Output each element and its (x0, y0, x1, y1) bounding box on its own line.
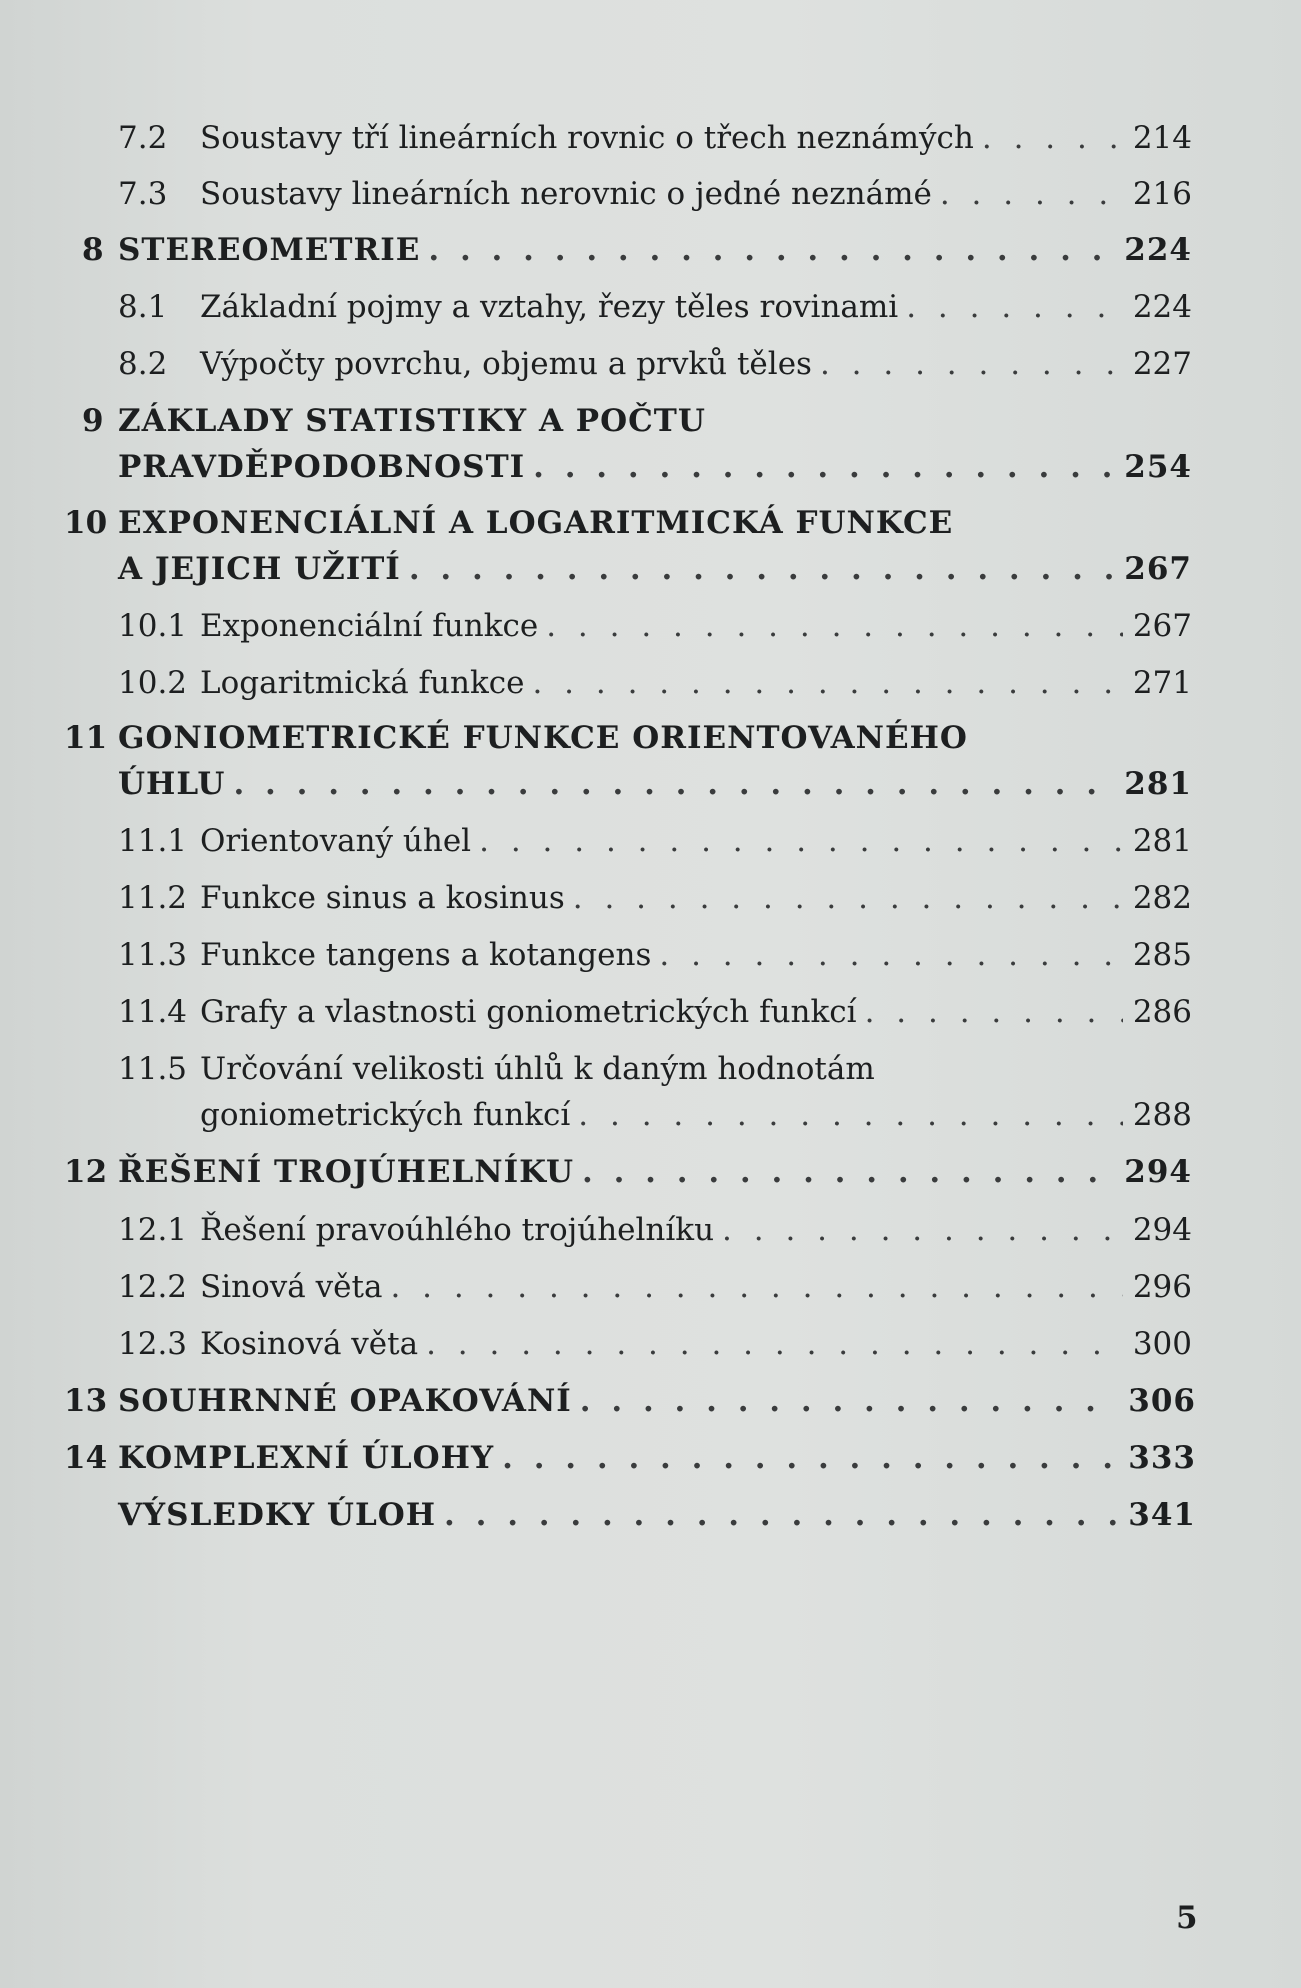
leader-dots (444, 1491, 1118, 1539)
toc-chapter-line (118, 760, 1192, 808)
toc-entry-number: 11.4 (118, 994, 188, 1030)
toc-entry-title: Sinová věta (200, 1269, 383, 1305)
toc-entry-line (200, 659, 1192, 707)
toc-chapter-page: 306 (1128, 1383, 1196, 1419)
toc-chapter-number: 13 (64, 1383, 108, 1419)
toc-entry-10-1 (0, 602, 1301, 650)
toc-chapter-line (118, 1491, 1196, 1539)
leader-dots (532, 659, 1122, 707)
toc-chapter-page: 267 (1124, 551, 1192, 587)
toc-chapter-title-line2: ÚHLU (118, 766, 226, 802)
toc-chapter-11-continued (0, 760, 1301, 808)
toc-entry-page: 286 (1132, 994, 1192, 1030)
toc-chapter-14 (0, 1434, 1301, 1482)
toc-entry-11-5 (0, 1045, 1301, 1093)
toc-chapter-number: 14 (64, 1440, 108, 1476)
toc-entry-line (200, 114, 1192, 162)
toc-chapter-title: ŘEŠENÍ TROJÚHELNÍKU (118, 1154, 574, 1190)
leader-dots (426, 1320, 1123, 1368)
toc-entry-line (200, 817, 1192, 865)
toc-chapter-line (118, 1434, 1196, 1482)
leader-dots (546, 602, 1123, 650)
toc-results (0, 1491, 1301, 1539)
leader-dots (982, 114, 1123, 162)
toc-entry-page: 267 (1132, 608, 1192, 644)
toc-entry-line (200, 340, 1192, 388)
toc-chapter-line (118, 226, 1192, 274)
toc-entry-page: 224 (1132, 289, 1192, 325)
toc-chapter-13 (0, 1377, 1301, 1425)
toc-chapter-11 (0, 714, 1301, 762)
toc-chapter-8 (0, 226, 1301, 274)
toc-entry-page: 214 (1132, 120, 1192, 156)
toc-entry-title: Základní pojmy a vztahy, řezy těles rovinami (200, 289, 899, 325)
toc-entry-page: 288 (1132, 1097, 1192, 1133)
toc-entry-number: 11.1 (118, 823, 188, 859)
toc-entry-page: 227 (1132, 346, 1192, 382)
leader-dots (659, 931, 1122, 979)
toc-entry-page: 300 (1132, 1326, 1192, 1362)
leader-dots (580, 1377, 1118, 1425)
leader-dots (906, 283, 1123, 331)
page-number: 5 (1176, 1900, 1198, 1936)
toc-chapter-page: 294 (1124, 1154, 1192, 1190)
toc-entry-page: 271 (1132, 665, 1192, 701)
toc-chapter-line (118, 1377, 1196, 1425)
toc-entry-title: Logaritmická funkce (200, 665, 525, 701)
toc-entry-number: 12.3 (118, 1326, 188, 1362)
toc-entry-page: 294 (1132, 1212, 1192, 1248)
toc-entry-11-1 (0, 817, 1301, 865)
leader-dots (722, 1206, 1123, 1254)
toc-entry-8-1 (0, 283, 1301, 331)
toc-entry-number: 8.2 (118, 346, 168, 382)
toc-entry-line (200, 170, 1192, 218)
leader-dots (502, 1434, 1118, 1482)
toc-chapter-9 (0, 397, 1301, 445)
toc-entry-title: Grafy a vlastnosti goniometrických funkcí (200, 994, 857, 1030)
toc-entry-line (200, 931, 1192, 979)
toc-entry-number: 10.1 (118, 608, 188, 644)
toc-entry-number: 12.2 (118, 1269, 188, 1305)
toc-chapter-title: STEREOMETRIE (118, 232, 421, 268)
toc-entry-11-4 (0, 988, 1301, 1036)
toc-entry-page: 282 (1132, 880, 1192, 916)
toc-entry-number: 11.3 (118, 937, 188, 973)
toc-chapter-10 (0, 499, 1301, 547)
toc-chapter-title-line1: GONIOMETRICKÉ FUNKCE ORIENTOVANÉHO (118, 720, 968, 756)
toc-entry-page: 296 (1132, 1269, 1192, 1305)
toc-chapter-page: 281 (1124, 766, 1192, 802)
toc-entry-12-3 (0, 1320, 1301, 1368)
leader-dots (865, 988, 1123, 1036)
toc-chapter-line (118, 1148, 1192, 1196)
toc-chapter-title-line2: PRAVDĚPODOBNOSTI (118, 449, 526, 485)
toc-entry-title: Výpočty povrchu, objemu a prvků těles (200, 346, 812, 382)
toc-chapter-number: 9 (82, 403, 104, 439)
toc-entry-page: 281 (1132, 823, 1192, 859)
toc-entry-title: Soustavy lineárních nerovnic o jedné neznámé (200, 176, 932, 212)
leader-dots (578, 1091, 1123, 1139)
toc-chapter-number: 12 (64, 1154, 108, 1190)
toc-chapter-title-line2: A JEJICH UŽITÍ (118, 551, 401, 587)
toc-entry-line (200, 988, 1192, 1036)
toc-entry-line (200, 1320, 1192, 1368)
toc-chapter-10-continued (0, 545, 1301, 593)
toc-entry-8-2 (0, 340, 1301, 388)
toc-entry-line (200, 874, 1192, 922)
toc-entry-11-2 (0, 874, 1301, 922)
toc-entry-line (200, 1263, 1192, 1311)
toc-chapter-title: SOUHRNNÉ OPAKOVÁNÍ (118, 1383, 572, 1419)
leader-dots (573, 874, 1123, 922)
toc-entry-number: 11.2 (118, 880, 188, 916)
toc-chapter-number: 10 (64, 505, 108, 541)
toc-entry-title: Orientovaný úhel (200, 823, 472, 859)
toc-chapter-page: 333 (1128, 1440, 1196, 1476)
toc-entry-number: 7.3 (118, 176, 168, 212)
toc-chapter-number: 8 (82, 232, 104, 268)
toc-entry-number: 8.1 (118, 289, 168, 325)
leader-dots (582, 1148, 1114, 1196)
toc-chapter-title-line1: EXPONENCIÁLNÍ A LOGARITMICKÁ FUNKCE (118, 505, 954, 541)
toc-chapter-title-line1: ZÁKLADY STATISTIKY A POČTU (118, 403, 706, 439)
toc-entry-10-2 (0, 659, 1301, 707)
leader-dots (390, 1263, 1122, 1311)
toc-chapter-title: VÝSLEDKY ÚLOH (118, 1497, 437, 1533)
leader-dots (820, 340, 1123, 388)
toc-chapter-line (118, 545, 1192, 593)
toc-chapter-page: 341 (1128, 1497, 1196, 1533)
toc-chapter-page: 224 (1124, 232, 1192, 268)
toc-entry-number: 10.2 (118, 665, 188, 701)
toc-entry-12-1 (0, 1206, 1301, 1254)
toc-entry-title-line2: goniometrických funkcí (200, 1097, 571, 1133)
toc-entry-11-5-continued (0, 1091, 1301, 1139)
toc-chapter-number: 11 (64, 720, 108, 756)
toc-entry-number: 12.1 (118, 1212, 188, 1248)
toc-chapter-9-continued (0, 443, 1301, 491)
toc-entry-page: 216 (1132, 176, 1192, 212)
toc-entry-line (200, 1206, 1192, 1254)
leader-dots (533, 443, 1114, 491)
toc-entry-title: Funkce sinus a kosinus (200, 880, 565, 916)
toc-chapter-title: KOMPLEXNÍ ÚLOHY (118, 1440, 495, 1476)
toc-entry-number: 7.2 (118, 120, 168, 156)
toc-entry-line (200, 602, 1192, 650)
toc-entry-12-2 (0, 1263, 1301, 1311)
leader-dots (409, 545, 1114, 593)
leader-dots (233, 760, 1114, 808)
toc-chapter-page: 254 (1124, 449, 1192, 485)
toc-entry-title: Funkce tangens a kotangens (200, 937, 652, 973)
toc-chapter-line (118, 443, 1192, 491)
leader-dots (479, 817, 1123, 865)
toc-entry-title: Kosinová věta (200, 1326, 419, 1362)
toc-entry-7-3 (0, 170, 1301, 218)
toc-entry-title: Řešení pravoúhlého trojúhelníku (200, 1212, 715, 1248)
toc-entry-7-2 (0, 114, 1301, 162)
toc-entry-title-line1: Určování velikosti úhlů k daným hodnotám (200, 1051, 875, 1087)
leader-dots (428, 226, 1114, 274)
leader-dots (940, 170, 1123, 218)
toc-entry-title: Exponenciální funkce (200, 608, 539, 644)
toc-chapter-12 (0, 1148, 1301, 1196)
toc-entry-11-3 (0, 931, 1301, 979)
toc-entry-number: 11.5 (118, 1051, 188, 1087)
toc-entry-title: Soustavy tří lineárních rovnic o třech neznámých (200, 120, 974, 156)
toc-entry-line (200, 1091, 1192, 1139)
toc-entry-line (200, 283, 1192, 331)
toc-entry-page: 285 (1132, 937, 1192, 973)
